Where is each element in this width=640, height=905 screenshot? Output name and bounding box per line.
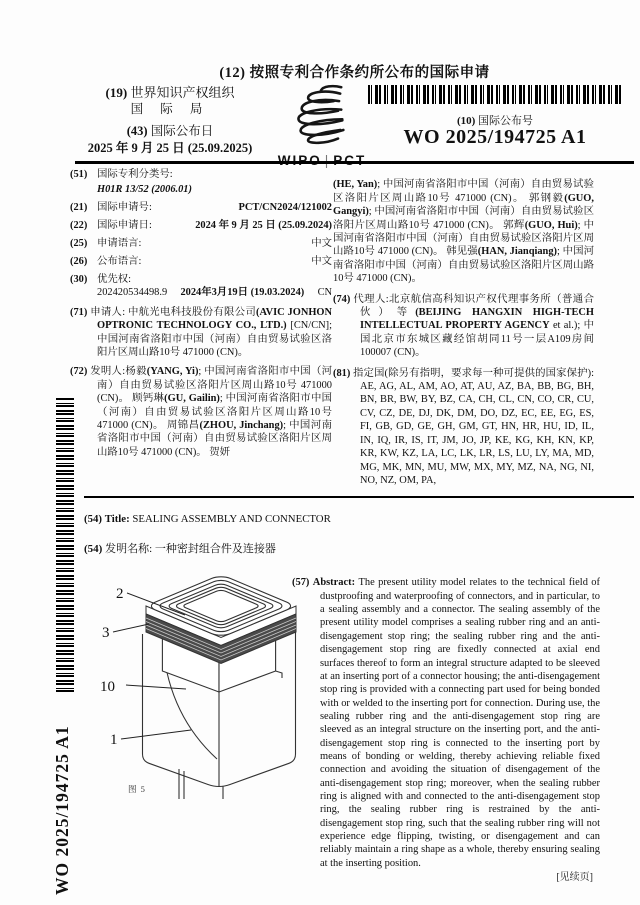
- field-81-designated-states: (81) 指定国(除另有指明，要求每一种可提供的国家保护): AE, AG, AL, AM, AO, AT, AU, AZ, BA, BB, BG, BH, BN, BR, BW, BY, BZ, CA, CH, CL, CN, CO, CR, CU, CV, CZ, DE, DJ, DK, DM, DO, DZ, EC, EE, EG, ES, FI, GB, GD, GE, GH, GM, GT, HN, HR, HU, ID, IL, IN, IQ, IR, IS, IT, JM, JO, JP, KE, KG, KH, KN, KP, KR, KW, KZ, LA, LC, LK, LR, LS, LU, LY, MA, MD, MG, MK, MN, MU, MW, MX, MY, MZ, NA, NG, NI, NO, NZ, OM, PA,: [333, 367, 594, 486]
- priority-date: 2024年3月19日 (19.03.2024): [180, 287, 305, 299]
- barcode-icon: [368, 85, 622, 104]
- field-21: (21) 国际申请号: PCT/CN2024/121002: [70, 202, 332, 213]
- wipo-globe-icon: [289, 84, 355, 146]
- title-chinese: (54) 发明名称: 一种密封组合件及连接器: [84, 543, 276, 555]
- field-25: (25) 申请语言: 中文: [70, 238, 332, 249]
- pubdate-label-line: (43) 国际公布日: [126, 124, 214, 138]
- publication-type-line: (12) 按照专利合作条约所公布的国际申请: [219, 65, 490, 81]
- biblio-left-column: [70, 168, 332, 459]
- figure-label-3: 3: [102, 625, 110, 641]
- abstract-paragraph: (57) Abstract: The present utility model relates to the technical field of dustproofing and waterproofing of connectors, and in particular, to a sealing assembly and a connector. The sealing assembly of the present utility model comprises a sealing rubber ring and an anti-disengagement stop ring; the sealing rubber ring and the anti-disengagement stop ring are fixedly connected at axial end surfaces thereof to form an integral structure adapted to be sleeved at an inserting port of a connector housing; the anti-disengagement stop ring is provided with a connecting part used for being bonded with or welded to the inserting port for connection. During use, the sealing rubber ring and the anti-disengagement stop ring are sleeved as an integral structure on the inserting port, and the anti-disengagement stop ring is connected to the inserting port by means of bonding or welding, thereby achieving reliable fixed connection and avoiding the situation of disengagement of the anti-disengagement stop ring; moreover, when the sealing rubber ring is aligned with and connected to the anti-disengagement stop ring, the sealing rubber ring is restrained by the anti-disengagement stop ring, such that the sealing rubber ring will not experience edge flipping, twisting, or disengagement and can reliably maintain a ring shape as a whole, thereby ensuring sealing at the inserting position.: [292, 577, 600, 869]
- org-bureau-line: 国 际 局: [130, 102, 210, 116]
- pubdate-value: 2025 年 9 月 25 日 (25.09.2025): [87, 141, 253, 155]
- title-english: (54) Title: SEALING ASSEMBLY AND CONNECTOR: [84, 513, 331, 525]
- barcode-icon: [56, 398, 74, 692]
- field-74-agent: (74) 代理人:北京航信高科知识产权代理事务所（普通合伙）等(BEIJING HANGXIN HIGH-TECH INTELLECTUAL PROPERTY AGENCY et al.); 中国北京市东城区藏经馆胡同11号一层A109房间 100007 (CN)。: [333, 293, 594, 359]
- pubno-label-line: (10) 国际公布号: [456, 115, 534, 127]
- field-30-priority-row: [97, 286, 332, 299]
- publication-number: WO 2025/194725 A1: [403, 126, 587, 148]
- priority-country: CN: [317, 287, 332, 299]
- field-22: (22) 国际申请日: 2024 年 9 月 25 日 (25.09.2024): [70, 220, 332, 231]
- field-30: (30) 优先权:: [70, 274, 132, 285]
- wipo-logo: [277, 84, 367, 168]
- field-71-applicant: (71) 申请人: 中航光电科技股份有限公司(AVIC JONHON OPTRONIC TECHNOLOGY CO., LTD.) [CN/CN]; 中国河南省洛阳市中国（河南）自由贸易试验区洛阳片区周山路10号 471000 (CN)。: [70, 306, 332, 359]
- field-72-inventors: (72) 发明人:杨毅(YANG, Yi); 中国河南省洛阳市中国（河南）自由贸易试验区洛阳片区周山路10号 471000 (CN)。 顾钙琳(GU, Gailin); 中国河南省洛阳市中国（河南）自由贸易试验区洛阳片区周山路10号 471000 (CN)。 周锦昌(ZHOU, Jinchang); 中国河南省洛阳市中国（河南）自由贸易试验区洛阳片区周山路10号 471000 (CN)。 贺妍: [70, 366, 333, 458]
- field-51-value: H01R 13/52 (2006.01): [97, 184, 192, 195]
- title-divider: [84, 496, 634, 498]
- org-name-line: (19) 世界知识产权组织: [105, 85, 235, 100]
- sidebar-publication-number: WO 2025/194725 A1: [52, 725, 72, 895]
- figure-label-2: 2: [116, 586, 124, 602]
- figure-label-1: 1: [110, 732, 118, 748]
- issuing-org-block: [70, 84, 270, 157]
- header-divider: [75, 161, 634, 164]
- continuation-note: [见续页]: [556, 872, 593, 883]
- field-26: (26) 公布语言: 中文: [70, 256, 332, 267]
- field-51: (51) 国际专利分类号:: [70, 169, 173, 180]
- patent-drawing-figure-5: [86, 570, 322, 802]
- figure-label-10: 10: [100, 679, 115, 695]
- priority-app-number: 202420534498.9: [97, 287, 168, 299]
- biblio-right-column: [333, 168, 594, 494]
- inventors-continuation: (HE, Yan); 中国河南省洛阳市中国（河南）自由贸易试验区洛阳片区周山路10号 471000 (CN)。 郭钢毅(GUO, Gangyi); 中国河南省洛阳市中国（河南）自由贸易试验区洛阳片区周山路10号 471000 (CN)。 郭辉(GUO, Hui); 中国河南省洛阳市中国（河南）自由贸易试验区洛阳片区周山路10号 471000 (CN)。 韩见强(HAN, Jianqiang); 中国河南省洛阳市中国（河南）自由贸易试验区洛阳片区周山路10号 471000 (CN)。: [333, 179, 594, 285]
- figure-caption: 图 5: [128, 784, 146, 794]
